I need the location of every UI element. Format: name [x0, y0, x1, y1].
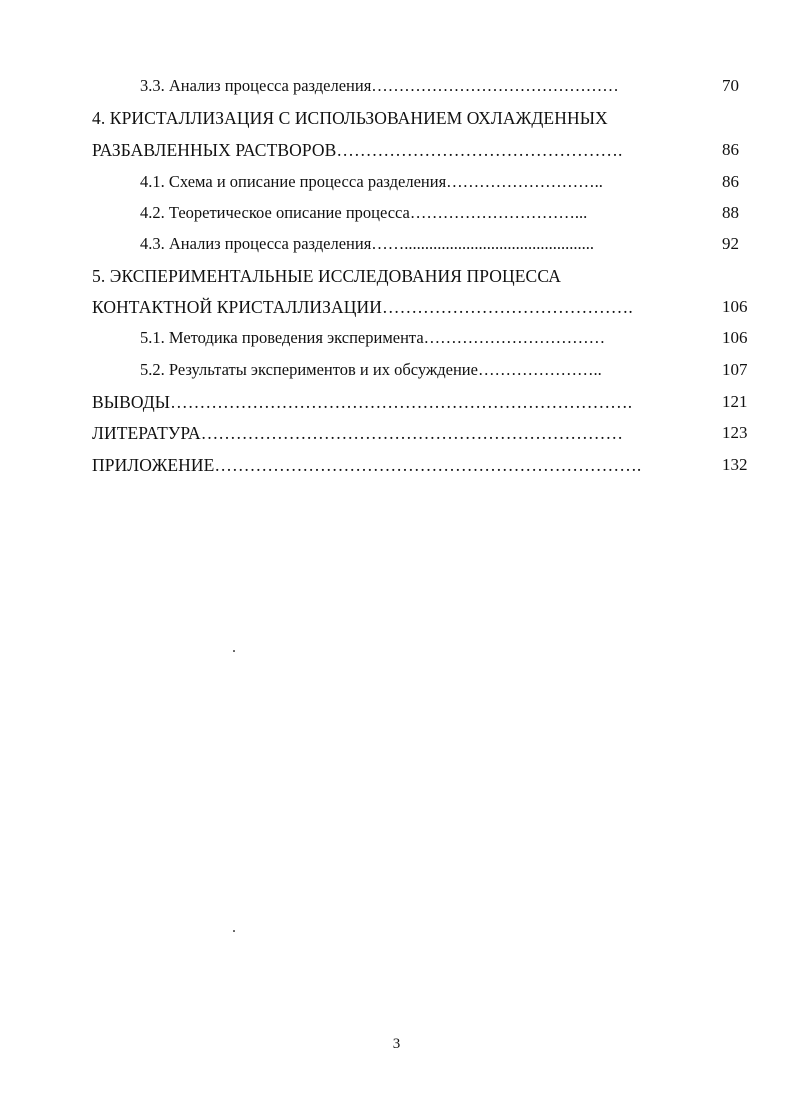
toc-page-5-1: 106: [722, 328, 748, 347]
toc-page-5: 106: [722, 297, 748, 316]
toc-entry-conclusions: ВЫВОДЫ…………………………………………………………………….: [92, 392, 633, 412]
toc-page-3-3: 70: [722, 76, 739, 95]
toc-entry-5-heading-cont: КОНТАКТНОЙ КРИСТАЛЛИЗАЦИИ…………………………………….: [92, 297, 633, 317]
toc-page-appendix: 132: [722, 455, 748, 474]
scan-speck: [233, 930, 235, 932]
toc-entry-4-heading-cont: РАЗБАВЛЕННЫХ РАСТВОРОВ………………………………………….: [92, 140, 623, 160]
toc-page-5-2: 107: [722, 360, 748, 379]
toc-entry-3-3: 3.3. Анализ процесса разделения………………………………………: [140, 76, 619, 95]
toc-entry-4-2: 4.2. Теоретическое описание процесса…………………………...: [140, 203, 588, 222]
page-number: 3: [392, 1036, 401, 1052]
toc-entry-literature: ЛИТЕРАТУРА………………………………………………………………: [92, 423, 624, 443]
toc-entry-4-heading: 4. КРИСТАЛЛИЗАЦИЯ С ИСПОЛЬЗОВАНИЕМ ОХЛАЖДЕННЫХ: [92, 108, 608, 128]
toc-page-4-3: 92: [722, 234, 739, 253]
toc-page-literature: 123: [722, 423, 748, 442]
toc-page-conclusions: 121: [722, 392, 748, 411]
toc-page-4: 86: [722, 140, 739, 159]
toc-entry-5-heading: 5. ЭКСПЕРИМЕНТАЛЬНЫЕ ИССЛЕДОВАНИЯ ПРОЦЕССА: [92, 266, 561, 286]
toc-page-4-2: 88: [722, 203, 739, 222]
toc-entry-4-1: 4.1. Схема и описание процесса разделения………………………..: [140, 172, 603, 191]
toc-page-4-1: 86: [722, 172, 739, 191]
toc-entry-appendix: ПРИЛОЖЕНИЕ……………………………………………………………….: [92, 455, 642, 475]
toc-entry-5-2: 5.2. Результаты экспериментов и их обсуждение…………………..: [140, 360, 602, 379]
scan-speck: [233, 650, 235, 652]
toc-entry-4-3: 4.3. Анализ процесса разделения……..............................................: [140, 234, 595, 253]
toc-entry-5-1: 5.1. Методика проведения эксперимента……………………………: [140, 328, 606, 347]
